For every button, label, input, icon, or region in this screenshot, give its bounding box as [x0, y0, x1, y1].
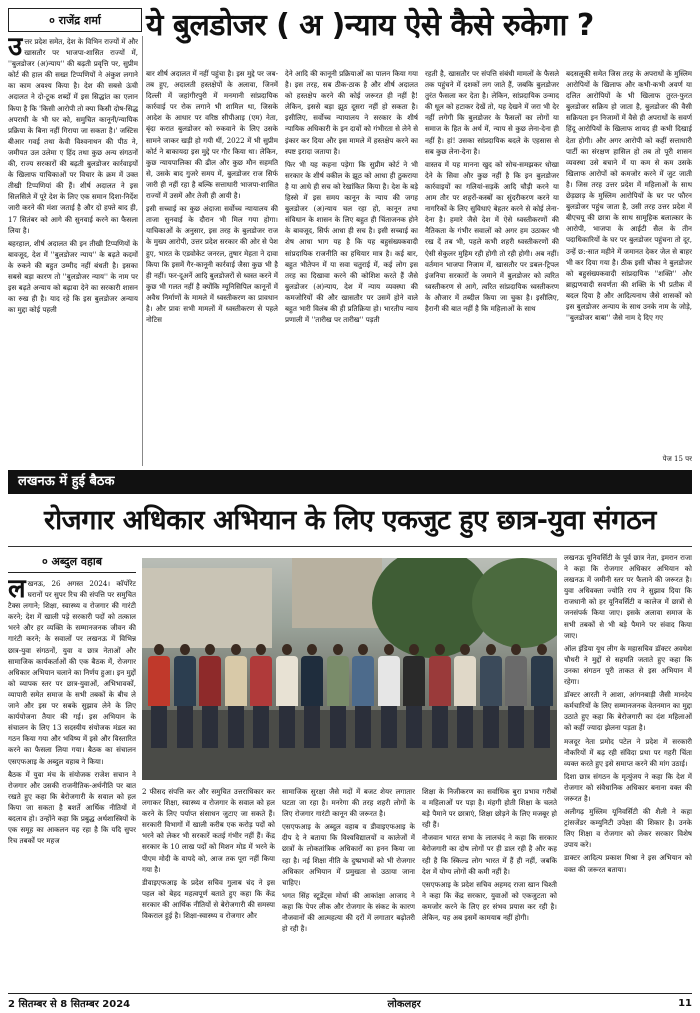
photo-person	[403, 644, 425, 748]
photo-person	[276, 644, 298, 748]
author-byline: ० राजेंद्र शर्मा	[8, 8, 142, 32]
article-column-3	[285, 68, 418, 466]
photo-person	[531, 644, 553, 748]
column-text: ऑल इंडिया यूथ लीग के महासचिव डॉक्टर अवधेश चौधरी ने मुद्दों से सहमति जताते हुए कहा कि उनका संगठन पूरी ताकत से इस अभियान में रहेगा।	[564, 643, 692, 687]
column-text: डाक्टर आदित्य प्रकाश मिश्रा ने इस अभियान को वक्त की जरूरत बताया।	[564, 853, 692, 874]
column-text: बार शीर्ष अदालत में नहीं पहुंचा है। इस मुद्दे पर जब-तब हुए, अदालती हस्तक्षेपों के अलावा, जिनमें दिल्ली में जहांगीरपुरी में मनमानी सांप्रदायिक कार्रवाई पर रोक लगाने भी शामिल था, जिसके आदेश के आधार पर वरिष्ठ सीपीआइ (एम) नेता, बृंदा करात बुलडोजर को रुकवाने के लिए उसके सामने जाकर खड़ी हो गयी थीं, 2022 में भी सुप्रीम कोर्ट ने बाकायदा इस मुद्दे पर गौर किया था। लेकिन, कुछ न्यायपालिका की ढील और कुछ मौन सहमति से, उसके बाद गुजरे समय में, बुलडोजर राज सिर्फ जारी ही नहीं रहा है बल्कि सत्ताधारी भाजपा-शासित राज्यों में उसमें और तेजी ही आयी है।	[146, 69, 278, 201]
column-text: इसी सच्चाई का कुछ अंदाजा सर्वोच्च न्यायालय की ताजा सुनवाई के दौरान भी मिल गया होगा। याचिकाओं के अनुसार, इस तरह के बुलडोजर राज के मुख्य आरोपी, उत्तर प्रदेश सरकार की ओर से पेश हुए, भारत के एडवोकेट जनरल, तुषार मेहता ने दावा किया कि इसमें गैर-कानूनी कार्रवाई जैसा कुछ भी है ही नहीं। फर-दूअर्ने आदि बुलडोजरों से ध्वस्त करने में कुछ भी गलत नहीं है क्योंकि म्यूनिसिपिल कानूनों में अवैध निर्माणों के मामले में ध्वस्तीकरण का प्रावधान है। और प्रावः सभी मामलों में ध्वस्तीकरण से पहले नोटिस	[146, 204, 278, 325]
column-text: एसएफआइ के प्रदेश सचिव अहमद राजा खान चिश्ती ने कहा कि केंद्र सरकार, युवाओं को एकजुटता को कमजोर करने के लिए हर संभव प्रयास कर रही है। लेकिन, यह अब इसमें कामयाब नहीं होगी।	[422, 879, 557, 923]
column-text: एसएफआइ के अब्दुल वहाब व डीवाइएफआइ के दीप दे ने बताया कि विश्वविद्यालयों व कालेजों में छात्रों के लोकतांत्रिक अधिकारों का हनन किया जा रहा है। नई शिक्षा नीति के दुष्प्रभावों को भी रोजगार अधिकार अभियान में प्रमुखता से उठाया जाना चाहिए।	[282, 822, 415, 887]
page-footer	[8, 993, 692, 1012]
column-text: देने आदि की कानूनी प्रक्रियाओं का पालन किया गया है। इस तरह, सब ठीक-ठाक है और शीर्ष अदालत को हस्तक्षेप करने की कोई जरूरत ही नहीं है! लेकिन, इससे बड़ा झूठ दूसरा नहीं हो सकता है। इसीलिए, सर्वोच्च न्यायालय ने सरकार के शीर्ष न्यायिक अधिकारी के इन दावों को गंभीरता से लेने से इंकार कर दिया और इस मामले में हस्तक्षेप करने का स्पष्ट इरादा जताया है।	[285, 69, 418, 156]
column-text: बहरहाल, शीर्ष अदालत की इन तीखी टिप्पणियों के बावजूद, देश में ''बुलडोजर न्याय'' के बढ़ते कदमों के रुकने की बहुत उम्मीद नहीं बंधती है। इसका सबसे बड़ा कारण तो ''बुलडोजर न्याय'' के नाम पर इस बढ़ते अन्याय को बढ़ावा देने का सरकारी शासन का रुख ही है। याद रहे कि इस बुलडोजर अन्याय का मुद्दा कोई पहली	[8, 238, 138, 315]
photo-person	[454, 644, 476, 748]
photo-person	[225, 644, 247, 748]
column-text: डीवाइएफआइ के प्रदेश सचिव गुलाब चंद ने इस पहल को बेहद महत्वपूर्ण बताते हुए कहा कि केंद्र सरकार की आर्थिक नीतियों से बेरोजगारी की समस्या विकराल हुई है। शिक्षा-स्वास्थ्य व रोजगार और	[142, 877, 275, 921]
column-text: फिर भी यह कहना पड़ेगा कि सुप्रीम कोर्ट ने भी सरकार के शीर्ष वकील के झूठ को आधा ही ठुकराया है या आधे ही सच को रेखांकित किया है। देश के बड़े हिस्से में इस समय कानून के न्याय की जगह बुलडोजर (अ)न्याय चल रहा हो, कानून तथा संविधान के शासन के लिए बहुत ही चिंताजनक होने के बावजूद, सिर्फ आधा ही सच है। इसी सच्चाई का शेष आधा भाग यह है कि यह बहुसंख्यकवादी सांप्रदायिक राजनीति का हथियार मात्र है। कई बार, बहुत भीतेपन में या सवा चतुराई में, कई लोग इस तरह का दिखावा करने की कोशिश करते हैं जैसे बुलडोजर (अ)न्याय, देश में न्याय व्यवस्था की कमजोरियों की और खासतौर पर उसमें होने वाले बहुत भारी विलंब की ही प्रतिक्रिया हो। भारतीय न्याय प्रणाली में ''तारीख पर तारीख'' पड़ती	[285, 159, 418, 325]
column-text: नौजवान भारत सभा के लालचंद ने कहा कि सरकार बेरोजगारी का दोष लोगों पर ही डाल रही है और कह रही है कि स्किल्ड लोग भारत में हैं ही नहीं, जबकि देश में योग्य लोगों की कमी नहीं है।	[422, 833, 557, 876]
column-text: खनऊ, 26 अगस्त 2024। कॉर्पोरेट घरानों पर सुपर रिच की संपत्ति पर समुचित टैक्स लगाने; शिक्षा, स्वास्थ्य व रोजगार की गारंटी करने; देश में खाली पड़े सरकारी पदों को तत्काल भरने और हर व्यक्ति के सम्मानजनक जीवन की गारंटी करने; के सवालों पर लखनऊ में विभिन्न छात्र-युवा संगठनों, युवा व छात्र नेताओं और सामाजिक कार्यकर्ताओं की एक बैठक में, रोजगार अधिकार अभियान चलाने का निर्णय हुआ। इन मुद्दों को व्यापक स्तर पर छात्र-युवाओं, अभिभावकों, व्यापारी समेत समाज के सभी तबकों के बीच ले जाने और इस पर सबके सुझाव लेने के लिए कार्ययोजना तैयार की गई। इस अभियान के संचालन के लिए 13 सदस्यीय संयोजक मंडल का गठन किया गया और भविष्य में इसे और विस्तारित करने का फैसला लिया गया। बैठक का संचालन एसएफआइ के अब्दुल वहाब ने किया।	[8, 579, 136, 766]
photo-person	[480, 644, 502, 748]
article-column-1	[8, 578, 136, 990]
column-text: 2 फीसद संपत्ति कर और समुचित उत्तराधिकार कर लगाकर शिक्षा, स्वास्थ्य व रोजगार के सवाल को हल करने के लिए पर्याप्त संसाधन जुटाए जा सकते हैं। सरकारी विभागों में खाली करीब एक करोड़ पदों को भरने को लेकर भी सरकारें कतई गंभीर नहीं हैं। केंद्र सरकार के 10 लाख पदों को मिशन मोड में भरने के पीएम मोदी के वायदे को, आज तक पूरा नहीं किया गया है।	[142, 787, 275, 874]
dropcap: ल	[8, 578, 26, 604]
column-text: मजदूर नेता प्रमोद पटेल ने प्रदेश में सरकारी नौकरियों में बढ़ रही संविदा प्रथा पर गहरी चिंता व्यक्त करते हुए इसे समाप्त करने की मांग उठाई।	[564, 736, 692, 768]
column-text: लखनऊ यूनिवर्सिटी के पूर्व छात्र नेता, इमरान राजा ने कहा कि रोजगार अधिकार अभियान को लखनऊ में जमीनी स्तर पर फैलाने की जरूरत है। युवा अधिवक्ता ज्योति राय ने सुझाव दिया कि राजधानी को हर यूनिवर्सिटी व कालेज में छात्रों से जनसंपर्क किया जाए। इसके अलावा समाज के सभी तबकों से भी बड़े पैमाने पर संवाद किया जाए।	[564, 553, 692, 640]
article-headline: रोजगार अधिकार अभियान के लिए एकजुट हुए छात्र-युवा संगठन	[44, 505, 656, 536]
footer-paper-name: लोकलहर	[387, 999, 421, 1010]
column-divider	[142, 36, 143, 466]
article-column-5	[564, 552, 692, 990]
article-headline: ये बुलडोजर ( अ )न्याय ऐसे कैसे रुकेगा ?	[146, 8, 594, 43]
column-text: शिक्षा के निजीकरण का सर्वाधिक बुरा प्रभाव गरीबों व महिलाओं पर पड़ा है। मंहगी होती शिक्षा के चलते बड़े पैमाने पर छात्राएं, शिक्षा छोड़ने के लिए मजबूर हो रही हैं।	[422, 787, 557, 830]
article-column-4	[422, 786, 557, 990]
dropcap: उ	[8, 36, 23, 62]
photo-person	[148, 644, 170, 748]
photo-person	[352, 644, 374, 748]
divider	[8, 546, 692, 547]
article-column-3	[282, 786, 415, 990]
photo-person	[250, 644, 272, 748]
photo-person	[429, 644, 451, 748]
photo-person	[199, 644, 221, 748]
continued-note: पेज 15 पर	[662, 455, 692, 463]
article-column-4	[425, 68, 559, 466]
article-bulldozer	[8, 6, 692, 468]
section-banner: लखनऊ में हुई बैठक	[8, 470, 692, 494]
column-text: दिशा छात्र संगठन के मृत्युंजय ने कहा कि देश में रोजगार को संवैधानिक अधिकार बनाना वक्त की जरूरत है।	[564, 771, 692, 803]
article-column-2	[146, 68, 278, 466]
article-column-5	[566, 68, 692, 452]
column-text: डॉक्टर आरती ने आशा, आंगनबाड़ी जैसी मानदेय कर्मचारियों के लिए सम्मानजनक वेतनमान का मुद्दा उठाते हुए कहा कि बेरोजगारी का दंश महिलाओं को कहीं ज्यादा झेलना पड़ता है।	[564, 690, 692, 733]
footer-date: 2 सितम्बर से 8 सितम्बर 2024	[8, 999, 131, 1010]
column-text: सामाजिक सुरक्षा जैसे मदों में बजट शेयर लगातार घटता जा रहा है। मनरेगा की तरह शहरी लोगों के लिए रोजगार गारंटी कानून की जरूरत है।	[282, 787, 415, 819]
photo-person	[174, 644, 196, 748]
photo-person	[378, 644, 400, 748]
column-text: बदसलूकी समेत जिस तरह के अपराधों के मुस्लिम आरोपियों के खिलाफ और कभी-कभी अवर्ण या दलित आरोपियों के भी खिलाफ तुरत-फुरत बुलडोजर सक्रिय हो जाता है, बुलडोजर की वैसी सक्रियता इन निजामों में वैसे ही अपराधों के सवर्ण हिंदू आरोपियों के खिलाफ शायद ही कभी दिखाई देता होगी। और अगर आरोपी को कहीं सत्ताधारी पार्टी का संरक्षण हासिल हो तब तो पूरी शासन व्यवस्था उसे बचाने में या कम से कम उसके खिलाफ आरोपों को कमजोर करने में जुट जाती है। जिस तरह उत्तर प्रदेश में महिलाओं के साथ छेड़छाड़ के मुस्लिम आरोपियों के घर पर फौरन बुलडोजर पहुंच जाता है, उसी तरह उत्तर प्रदेश में बीएचयू की छात्रा के साथ सामूहिक बलात्कार के आरोपी, भाजपा के आईटी सैल के तीन पदाधिकारियों के घर पर बुलडोजर पहुंचना तो दूर, उन्हें छ:-सात महीने में जमानत देकर जेल से बाहर भी कर दिया गया है। ठीक इसी चौका ने बुलडोजर को बहुसंख्यकवादी सांप्रदायिक ''शक्ति'' और ब्राह्मणवादी सवर्णता की शक्ति के भी प्रतीक में बदल दिया है और आदित्यनाथ जैसे शासकों को इस बुलडोजर अन्याय के साथ उनके नाम के जोड़े, ''बुलडोजर बाबा'' जैसे नाम दे दिए गए	[566, 69, 692, 323]
column-text: त्तर प्रदेश समेत, देश के विभिन राज्यों में और खासतौर पर भाजपा-शासित राज्यों में, ''बुलडोजर (अ)न्याय'' की बढ़ती प्रवृत्ति पर, सुप्रीम कोर्ट की हाल की सख्त टिप्पणियों ने अंकुश लगाने का काम अवश्य किया है। देश की सबसे ऊंची अदालत ने दो-टूक शब्दों में इस सिद्धांत का एलान किया है कि 'किसी आरोपी तो क्या किसी दोष-सिद्ध अपराधी के भी घर को, समुचित कानूनी/न्यायिक प्रक्रिया के बिना नहीं गिराया जा सकता है।' जस्टिस बीआर गवई तथा केवी विश्वनाथन की पीठ ने, जमीयत उल उलेमा ए हिंद तथा कुछ अन्य संगठनों की, राज्य सरकारों की बढ़ती बुलडोजर कार्रवाइयों के खिलाफ याचिकाओं पर विचार के क्रम में उक्त तीखी टिप्पणियां की हैं। शीर्ष अदालत ने इस सिलसिले में पूरे देश के लिए एक समान दिशा-निर्देश जारी करने की मंशा जताई है और दो हफ्ते बाद ही, 17 सितंबर को आगे की सुनवाई करने का फैसला लिया है।	[8, 37, 138, 235]
column-text: अलीगढ़ मुस्लिम यूनिवर्सिटी की शैली ने कहा ट्रांसजेंडर कम्युनिटी उपेक्षा की शिकार है। उनके लिए शिक्षा व रोजगार को लेकर सरकार विशेष उपाय करे।	[564, 807, 692, 850]
photo-person	[505, 644, 527, 748]
column-text: बैठक में युवा मंच के संयोजक राजेश सचान ने रोजगार और उसकी राजनीतिक-अर्थनीति पर बात रखते हुए कहा कि बेरोजगारी के सवाल को हल किया जा सकता है बशर्ते आर्थिक नीतियों में बदलाव हो। उन्होंने कहा कि प्रबुद्ध अर्थशास्त्रियों के एक समूह का आकलन यह रहा है कि यदि सुपर रिच तबकों पर महज	[8, 769, 136, 846]
column-text: भगत सिंह स्टूडेंट्स मोर्चा की आकांक्षा आजाद ने कहा कि पेपर लीक और रोजगार के संकट के कारण नौजवानों की आत्महत्या की दरों में लगातार बढ़ोतरी हो रही है।	[282, 890, 415, 934]
group-photo	[142, 558, 557, 780]
article-column-1	[8, 36, 138, 466]
author-byline: ० अब्दुल वहाब	[8, 552, 136, 573]
article-column-2	[142, 786, 275, 990]
column-text: रहती है, खासतौर पर संपत्ति संबंधी मामलों के फैसले तक पहुंचने में दशकों लग जाते हैं, जबकि बुलडोजर तुरंत फैसला कर देता है। लेकिन, सांप्रदायिक उन्माद की धूल को हटाकर देखें तो, यह देखने में जरा भी देर नहीं लगेगी कि बुलडोजर के फैसलों का लोगों या समाज के हित के अर्थ में, न्याय से कुछ लेना-देना ही नहीं है। हां! उसका सांप्रदायिक बदले के एहसास से सब कुछ लेना-देना है।	[425, 69, 559, 156]
column-text: वास्तव में यह मानना खुद को सोच-समझकर धोखा देने के सिवा और कुछ नहीं है कि इन बुलडोजर कार्रवाइयों का गलियां-सड़कें आदि चौड़ी करने या आम तौर पर शहरों-कस्बों का सुंदरीकरण करने या नागरिकों के लिए सुविधाएं बेहतर करने से कोई लेना-देना है। हमारे जैसे देश में ऐसे ध्वस्तीकरणों की नैतिकता के गंभीर सवालों को अगर हम उठाकर भी रख दें तब भी, पहले कभी शहरी ध्वस्तीकरणों की ऐसी सेकुलर मुहिम रही होगी तो रही होगी। अब नहीं। वर्तमान भाजपा निजाम में, खासतौर पर डबल-ट्रिपल इंजनिया सरकारों के जमाने में बुलडोजर को त्वरित ध्वस्तीकरण से आगे, त्वरित सांप्रदायिक ध्वस्तीकरण के औजार में तब्दील किया जा चुका है। इसीलिए, हैरानी की बात नहीं है कि महिलाओं के साथ	[425, 159, 559, 313]
photo-person	[327, 644, 349, 748]
footer-page-number: 11	[678, 997, 692, 1009]
photo-person	[301, 644, 323, 748]
